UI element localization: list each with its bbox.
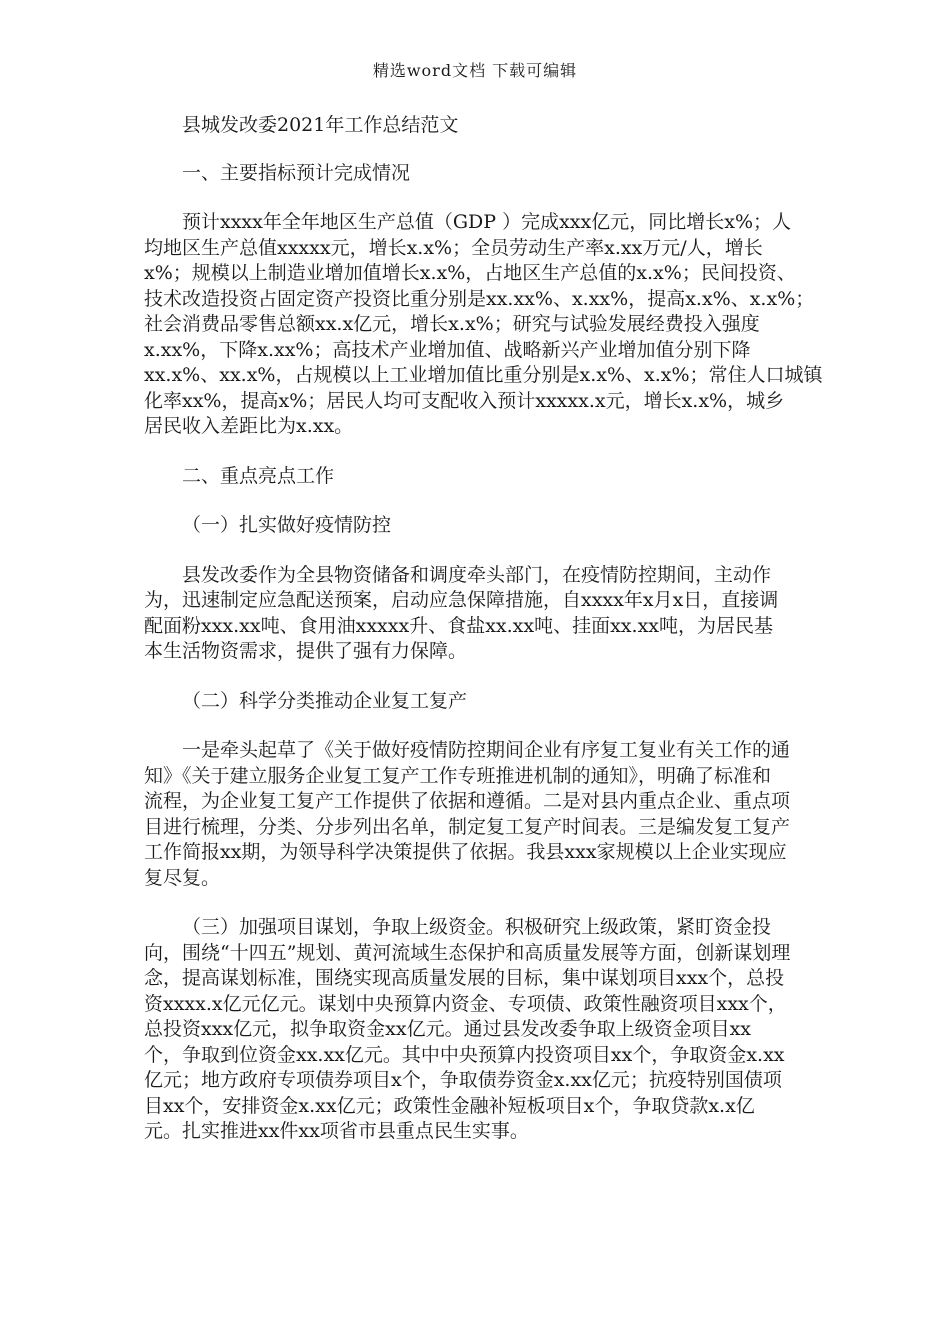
paragraph-indicators <box>144 210 823 440</box>
paragraph-line: 元。扎实推进xx件xx项省市县重点民生实事。 <box>144 1120 529 1142</box>
paragraph-resumption <box>144 738 808 891</box>
paragraph-line: 个，争取到位资金xx.xx亿元。其中中央预算内投资项目xx个，争取资金x.xx <box>144 1043 785 1066</box>
paragraph-line: 本生活物资需求，提供了强有力保障。 <box>144 640 468 662</box>
paragraph-line: x%；规模以上制造业增加值增长x.x%，占地区生产总值的x.x%；民间投资、 <box>144 262 796 284</box>
paragraph-line: 目进行梳理，分类、分步列出名单，制定复工复产时间表。三是编发复工复产 <box>144 815 791 838</box>
paragraph-line: 技术改造投资占固定资产投资比重分别是xx.xx%、x.xx%，提高x.x%、x.x%； <box>144 287 815 310</box>
subsection-heading-2: （二）科学分类推动企业复工复产 <box>182 689 468 712</box>
paragraph-line: 均地区生产总值xxxxx元，增长x.x%；全员劳动生产率x.xx万元/人，增长 <box>144 236 763 259</box>
paragraph-line: 念，提高谋划标准，围绕实现高质量发展的目标，集中谋划项目xxx个，总投 <box>144 967 785 989</box>
document-body <box>144 113 823 1169</box>
paragraph-line: 预计xxxx年全年地区生产总值（GDP ）完成xxx亿元，同比增长x%；人 <box>182 211 792 233</box>
document-title: 县城发改委2021年工作总结范文 <box>182 114 459 136</box>
paragraph-line: 县发改委作为全县物资储备和调度牵头部门，在疫情防控期间，主动作 <box>182 563 772 586</box>
paragraph-line: 社会消费品零售总额xx.x亿元，增长x.x%；研究与试验发展经费投入强度 <box>144 313 760 335</box>
paragraph-line: 化率xx%，提高x%；居民人均可支配收入预计xxxxx.x元，增长x.x%，城乡 <box>144 389 785 412</box>
paragraph-line: 居民收入差距比为x.xx。 <box>144 415 354 437</box>
paragraph-line: 资xxxx.x亿元亿元。谋划中央预算内资金、专项债、政策性融资项目xxx个， <box>144 992 787 1015</box>
paragraph-line: xx.x%、xx.x%，占规模以上工业增加值比重分别是x.x%、x.x%；常住人口城镇 <box>144 364 823 386</box>
paragraph-project-planning <box>144 915 808 1145</box>
paragraph-line: （三）加强项目谋划，争取上级资金。积极研究上级政策，紧盯资金投 <box>182 916 772 938</box>
paragraph-line: 复尽复。 <box>144 866 221 889</box>
section-heading-2: 二、重点亮点工作 <box>182 464 335 487</box>
subsection-heading-1: （一）扎实做好疫情防控 <box>182 514 392 536</box>
paragraph-line: 总投资xxx亿元，拟争取资金xx亿元。通过县发改委争取上级资金项目xx <box>144 1018 752 1040</box>
paragraph-line: 亿元；地方政府专项债券项目x个，争取债券资金x.xx亿元；抗疫特别国债项 <box>144 1069 782 1091</box>
paragraph-line: 配面粉xxx.xx吨、食用油xxxxx升、食盐xx.xx吨、挂面xx.xx吨，为居民基 <box>144 614 773 637</box>
paragraph-line: 工作简报xx期，为领导科学决策提供了依据。我县xxx家规模以上企业实现应 <box>144 841 787 863</box>
paragraph-line: x.xx%，下降x.xx%；高技术产业增加值、战略新兴产业增加值分别下降 <box>144 338 751 361</box>
paragraph-line: 知》《关于建立服务企业复工复产工作专班推进机制的通知》，明确了标准和 <box>144 764 772 787</box>
page-header: 精选word文档 下载可编辑 <box>372 61 578 80</box>
paragraph-line: 目xx个，安排资金x.xx亿元；政策性金融补短板项目x个，争取贷款x.x亿 <box>144 1094 755 1117</box>
paragraph-line: 为，迅速制定应急配送预案，启动应急保障措施，自xxxx年x月x日，直接调 <box>144 589 779 611</box>
paragraph-epidemic-control <box>144 563 808 665</box>
paragraph-line: 一是牵头起草了《关于做好疫情防控期间企业有序复工复业有关工作的通 <box>182 739 791 761</box>
paragraph-line: 流程，为企业复工复产工作提供了依据和遵循。二是对县内重点企业、重点项 <box>144 790 791 812</box>
paragraph-line: 向，围绕“十四五”规划、黄河流域生态保护和高质量发展等方面，创新谋划理 <box>144 941 791 964</box>
section-heading-1: 一、主要指标预计完成情况 <box>182 161 411 184</box>
